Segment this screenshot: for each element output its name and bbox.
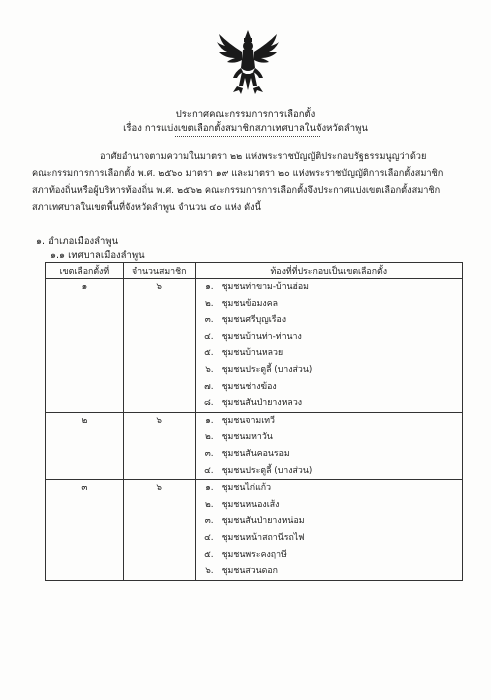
community-name: ชุมชนสันป่ายางหลวง [221, 398, 303, 409]
item-number: ๑. [205, 483, 214, 494]
item-number: ๒. [204, 298, 214, 309]
preamble-line-2: คณะกรรมการการเลือกตั้ง พ.ศ. ๒๕๖๐ มาตรา ๑๙ และมาตรา ๒๐ แห่งพระราชบัญญัติการเลือกตั้งสมาชิก [32, 168, 444, 179]
preamble-line-3: สภาท้องถิ่นหรือผู้บริหารท้องถิ่น พ.ศ. ๒๕๖๒ คณะกรรมการการเลือกตั้งจึงประกาศแบ่งเขตเลือกตั้งสมาชิก [32, 185, 441, 196]
header-zone: เขตเลือกตั้งที่ [46, 263, 124, 279]
list-item [196, 362, 462, 379]
header-members: จำนวนสมาชิก [123, 263, 195, 279]
item-number: ๖. [205, 364, 214, 375]
area-list [195, 480, 462, 581]
item-number: ๑. [205, 415, 214, 426]
item-number: ๒. [204, 499, 214, 510]
community-name: ชุมชนจามเทวี [221, 415, 275, 426]
list-item [196, 379, 462, 396]
community-name: ชุมชนช่างฆ้อง [221, 381, 277, 392]
list-item [196, 497, 462, 514]
community-name: ชุมชนหนองเส้ง [221, 499, 280, 510]
list-item [196, 530, 462, 547]
community-name: ชุมชนสันคอนรอม [221, 448, 290, 459]
area-list [195, 412, 462, 479]
list-item [196, 296, 462, 313]
community-name: ชุมชนหน้าสถานีรถไฟ [221, 532, 305, 543]
table-row [46, 480, 463, 581]
community-name: ชุมชนประตูลี้ (บางส่วน) [221, 364, 313, 375]
zone-number: ๑ [46, 279, 124, 413]
garuda-emblem-icon [215, 28, 281, 98]
section-heading: ๑. อำเภอเมืองลำพูน [36, 236, 119, 247]
community-name: ชุมชนสันป่ายางหน่อม [221, 516, 305, 527]
preamble-line-1: อาศัยอำนาจตามความในมาตรา ๒๒ แห่งพระราชบัญญัติประกอบรัฐธรรมนูญว่าด้วย [100, 151, 427, 162]
item-number: ๔. [204, 331, 214, 342]
community-name: ชุมชนศรีบุญเรือง [221, 315, 287, 326]
community-name: ชุมชนข้อมงคล [221, 298, 278, 309]
item-number: ๓. [204, 516, 214, 527]
item-number: ๔. [204, 532, 214, 543]
announcement-title: ประกาศคณะกรรมการการเลือกตั้ง [175, 109, 316, 120]
item-number: ๕. [204, 348, 214, 359]
community-name: ชุมชนบ้านหลวย [221, 348, 284, 359]
subsection-heading: ๑.๑ เทศบาลเมืองลำพูน [50, 250, 145, 261]
list-item [196, 395, 462, 412]
zone-number: ๒ [46, 412, 124, 479]
member-count: ๖ [123, 412, 195, 479]
area-list [195, 279, 462, 413]
list-item [196, 413, 462, 430]
community-name: ชุมชนสวนดอก [221, 566, 278, 577]
member-count: ๖ [123, 480, 195, 581]
item-number: ๕. [204, 549, 214, 560]
preamble-line-4: สภาเทศบาลในเขตพื้นที่จังหวัดลำพูน จำนวน ๔๐ แห่ง ดังนี้ [32, 202, 261, 213]
list-item [196, 429, 462, 446]
table-header-row [46, 263, 463, 279]
header-areas: ท้องที่ที่ประกอบเป็นเขตเลือกตั้ง [195, 263, 462, 279]
community-name: ชุมชนพระคงฤาษี [221, 549, 287, 560]
header-divider [175, 136, 320, 137]
community-name: ชุมชนท่าขาม-บ้านฮ่อม [221, 282, 309, 292]
list-item [196, 547, 462, 564]
community-name: ชุมชนประตูลี้ (บางส่วน) [221, 465, 313, 476]
list-item [196, 329, 462, 346]
item-number: ๔. [204, 465, 214, 476]
item-number: ๓. [204, 448, 214, 459]
zone-number: ๓ [46, 480, 124, 581]
community-name: ชุมชนมหาวัน [221, 432, 273, 443]
community-name: ชุมชนไก่แก้ว [221, 483, 272, 494]
announcement-subject: เรื่อง การแบ่งเขตเลือกตั้งสมาชิกสภาเทศบาลในจังหวัดลำพูน [123, 123, 368, 134]
list-item [196, 563, 462, 580]
preamble-paragraph [32, 148, 462, 216]
item-number: ๖. [205, 566, 214, 577]
list-item [196, 446, 462, 463]
list-item [196, 312, 462, 329]
member-count: ๖ [123, 279, 195, 413]
item-number: ๗. [204, 381, 214, 392]
item-number: ๑. [205, 282, 214, 292]
table-row [46, 279, 463, 413]
table-row [46, 412, 463, 479]
list-item [196, 513, 462, 530]
constituency-table [45, 262, 463, 581]
list-item [196, 480, 462, 497]
list-item [196, 345, 462, 362]
list-item [196, 279, 462, 296]
list-item [196, 463, 462, 480]
item-number: ๒. [204, 432, 214, 443]
item-number: ๓. [204, 315, 214, 326]
community-name: ชุมชนบ้านท่า-ท่านาง [221, 331, 302, 342]
item-number: ๘. [203, 398, 214, 409]
